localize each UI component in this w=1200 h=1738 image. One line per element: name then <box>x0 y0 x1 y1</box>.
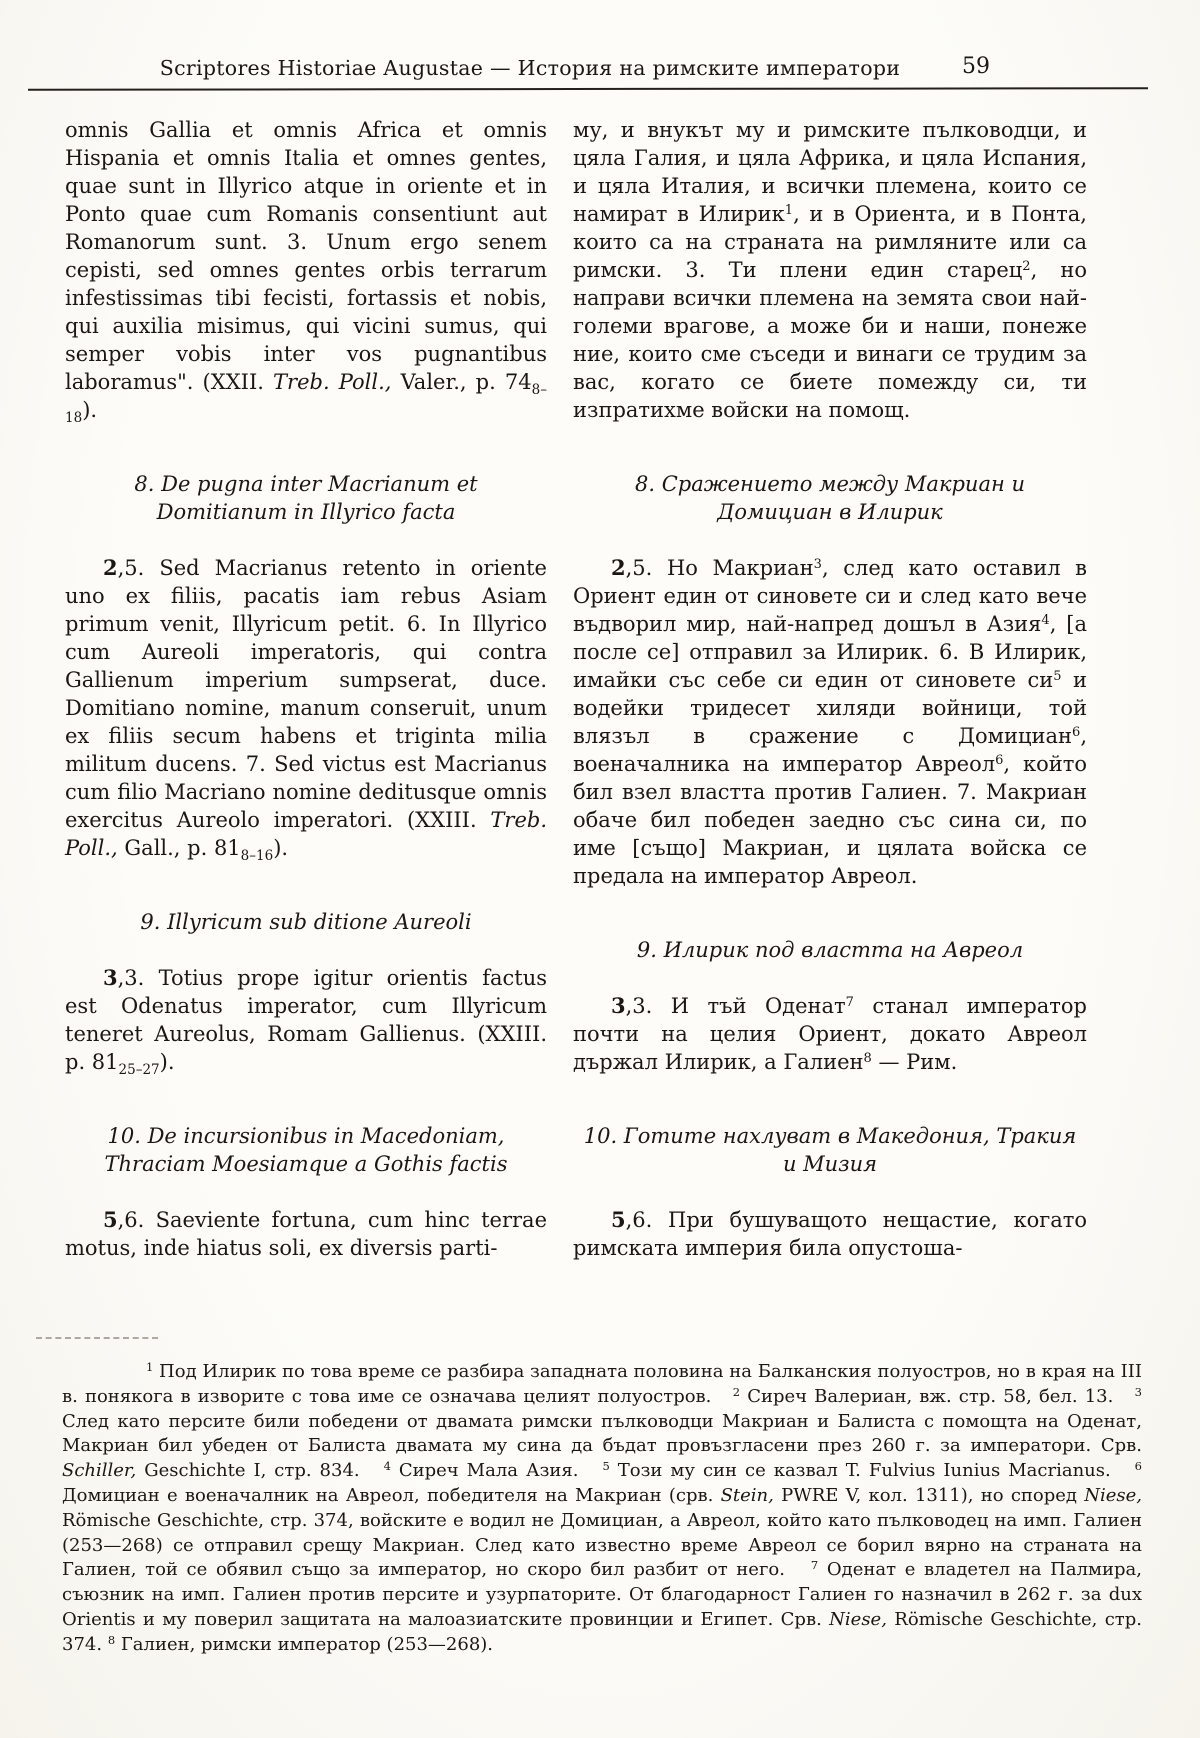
text-run: 8 <box>863 1051 872 1066</box>
text-run: , военачалника на император Авреол <box>573 724 1087 776</box>
text-run: 2 <box>1022 259 1031 274</box>
text-run: 5 <box>611 1207 626 1232</box>
text-run: 8–16 <box>240 848 274 864</box>
text-run: Römische Geschichte, стр. 374. <box>62 1608 1142 1655</box>
text-run: 5 <box>602 1459 610 1474</box>
text-run: 8–18 <box>65 382 547 426</box>
text-run: Сиреч Валериан, вж. стр. 58, бел. 13. <box>740 1385 1135 1407</box>
text-run: Оденат е владетел на Палмира, съюзник на имп. Галиен против персите и узурпаторите. От благодарност Галиен го назначил в 262 г. за dux Orientis и му поверил защитата на малоазиатските провинции и Египет. Срв. <box>62 1559 1142 1630</box>
bulgarian-column <box>573 116 1087 1262</box>
text-run: 3 <box>813 557 822 572</box>
text-run: Niese, <box>829 1608 887 1630</box>
text-run: Niese, <box>1084 1484 1143 1506</box>
header-rule <box>28 87 1148 91</box>
text-run: и водейки тридесет хиляди войници, той влязъл в сражение с Домициан <box>573 668 1087 748</box>
footnotes-block <box>62 1360 1142 1658</box>
text-run: 2 <box>103 555 118 580</box>
text-run: 9. Илирик под властта на Авреол <box>636 938 1024 962</box>
latin-column <box>65 116 547 1262</box>
paragraph <box>573 992 1087 1076</box>
text-run: 10. Готите нахлуват в Македония, Тракия и Мизия <box>583 1124 1077 1176</box>
text-run: ). <box>82 398 98 422</box>
text-run: 3 <box>611 993 626 1018</box>
section-heading <box>75 470 537 526</box>
page-number: 59 <box>962 54 990 79</box>
text-run: ). <box>273 836 289 860</box>
text-run: , но направи всички племена на земята свои най-големи врагове, а може би и наши, понеже ние, които сме съседи и винаги се трудим за вас, когато се биете помежду си, ти изпратихме войски на помощ. <box>573 258 1087 422</box>
text-run: 1 <box>784 203 794 218</box>
section-heading <box>75 1122 537 1178</box>
text-run: Römische Geschichte, стр. 374, войските е водил не Домициан, а Авреол, който като пълководец на имп. Галиен (253—268) се отправил срещу Макриан. След като известно време Авреол се борил вярно на страната на Галиен, той се обявил също за император, но скоро бил разбит от него. <box>62 1509 1142 1581</box>
text-run: 4 <box>1041 613 1050 628</box>
text-run: 2 <box>611 555 626 580</box>
text-run: 6 <box>1134 1459 1142 1474</box>
text-run: Stein, <box>720 1484 774 1506</box>
text-run: PWRE V, кол. 1311), но според <box>773 1484 1085 1506</box>
section-heading <box>75 908 537 936</box>
text-run: Treb. Poll., <box>65 808 547 860</box>
text-run: omnis Gallia et omnis Africa et omnis Hispania et omnis Italia et omnes gentes, quae sunt in Illyrico atque in oriente et in Ponto quae cum Romanis consentiunt aut Romanorum sunt. 3. Unum ergo senem cepisti, sed omnes gentes orbis terrarum infestissimas tibi fecisti, fortassis et nobis, qui auxilia misimus, qui vicini sumus, qui semper vobis inter vos pugnantibus laboramus". (XXII. <box>65 118 547 394</box>
text-run: 25–27 <box>118 1062 160 1078</box>
text-run: 8. Сражението между Макриан и Домициан в Илирик <box>634 472 1026 524</box>
text-run: 7 <box>810 1558 819 1573</box>
text-run: 5 <box>103 1207 118 1232</box>
text-run: 9. Illyricum sub ditione Aureoli <box>140 910 472 934</box>
section-heading <box>583 470 1077 526</box>
section-heading <box>583 1122 1077 1178</box>
text-run: 3 <box>103 965 118 990</box>
text-run: 8. De pugna inter Macrianum et Domitianum in Illyrico facta <box>134 472 478 524</box>
footnote-separator <box>36 1337 158 1339</box>
text-run: 5 <box>1053 669 1062 684</box>
text-run: Geschichte I, стр. 834. <box>136 1460 384 1482</box>
text-run: 6 <box>1072 725 1081 740</box>
paragraph <box>573 1206 1087 1262</box>
text-run: Под Илирик по това време се разбира западната половина на Балканския полуостров, но в края на III в. понякога в изворите с това име се означава целият полуостров. <box>62 1361 1142 1407</box>
text-run: Сиреч Мала Азия. <box>390 1460 603 1482</box>
text-run: станал император почти на целия Ориент, докато Авреол държал Илирик, а Галиен <box>573 994 1087 1074</box>
text-run: 7 <box>845 995 854 1010</box>
text-run: Schiller, <box>62 1460 137 1482</box>
text-run: Домициан е военачалник на Авреол, победителя на Макриан (срв. <box>62 1484 721 1506</box>
text-run: , и в Ориента, и в Понта, които са на страната на римляните или са римски. 3. Ти плени един старец <box>573 202 1087 282</box>
paragraph <box>65 116 547 424</box>
text-columns <box>65 116 1087 1262</box>
running-header-title: Scriptores Historiae Augustae — История на римските императори <box>159 56 901 80</box>
text-run: Treb. Poll., <box>273 370 392 394</box>
text-run: След като персите били победени от двамата римски пълководци Макриан и Балиста с помощта на Оденат, Макриан бил убеден от Балиста двамата му сина да бъдат провъзгласени през 260 г. за императори. Срв. <box>62 1410 1142 1457</box>
paragraph <box>65 1206 547 1262</box>
text-run: ,3. Totius prope igitur orientis factus est Odenatus imperator, cum Illyricum teneret Aureolus, Romam Gallienus. (XXIII. p. 81 <box>65 966 547 1074</box>
text-run: му, и внукът му и римските пълководци, и цяла Галия, и цяла Африка, и цяла Испания, и цяла Италия, и всички племена, които се намират в Илирик <box>573 118 1087 226</box>
text-run: ). <box>159 1050 175 1074</box>
paragraph <box>62 1360 1142 1658</box>
text-run: Gall., p. 81 <box>117 836 241 860</box>
section-heading <box>583 936 1077 964</box>
paragraph <box>65 964 547 1076</box>
paragraph <box>573 116 1087 424</box>
text-run: ,3. И тъй Оденат <box>625 994 846 1018</box>
text-run: Галиен, римски император (253—268). <box>115 1633 494 1655</box>
text-run: , след като оставил в Ориент един от синовете си и след като вече въдворил мир, най-напред дошъл в Азия <box>573 556 1087 636</box>
text-run: , който бил взел властта против Галиен. 7. Макриан обаче бил победен заедно със сина си, по име [също] Макриан, и цялата войска се предала на император Авреол. <box>573 752 1087 888</box>
text-run: — Рим. <box>871 1050 958 1074</box>
text-run: 4 <box>383 1459 391 1474</box>
text-run: ,5. Но Макриан <box>625 556 814 580</box>
paragraph <box>573 554 1087 890</box>
paragraph <box>65 554 547 862</box>
text-run: ,6. При бушуващото нещастие, когато римската империя била опустоша- <box>573 1208 1087 1260</box>
text-run: 2 <box>732 1384 741 1399</box>
text-run: ,6. Saeviente fortuna, cum hinc terrae motus, inde hiatus soli, ex diversis parti- <box>65 1208 547 1260</box>
text-run: 1 <box>146 1360 154 1374</box>
text-run: 8 <box>107 1632 116 1647</box>
text-run: ,5. Sed Macrianus retento in oriente uno ex filiis, pacatis iam rebus Asiam primum venit, Illyricum petit. 6. In Illyrico cum Aureoli imperatoris, qui contra Gallienum imperium sumpserat, duce. Domitiano nomine, manum conseruit, unum ex filiis secum habens et triginta milia militum ducens. 7. Sed victus est Macrianus cum filio Macriano nomine deditusque omnis exercitus Aureolo imperatori. (XXIII. <box>65 556 547 832</box>
text-run: 6 <box>995 753 1004 768</box>
text-run: Този му син се казвал T. Fulvius Iunius Macrianus. <box>609 1460 1135 1482</box>
text-run: Valer., p. 74 <box>391 370 532 394</box>
text-run: 3 <box>1134 1384 1142 1399</box>
text-run: 10. De incursionibus in Macedoniam, Thraciam Moesiamque a Gothis factis <box>104 1124 508 1176</box>
text-run: , [а после се] отправил за Илирик. 6. В Илирик, имайки със себе си един от синовете си <box>573 612 1087 692</box>
running-header <box>30 56 1030 80</box>
